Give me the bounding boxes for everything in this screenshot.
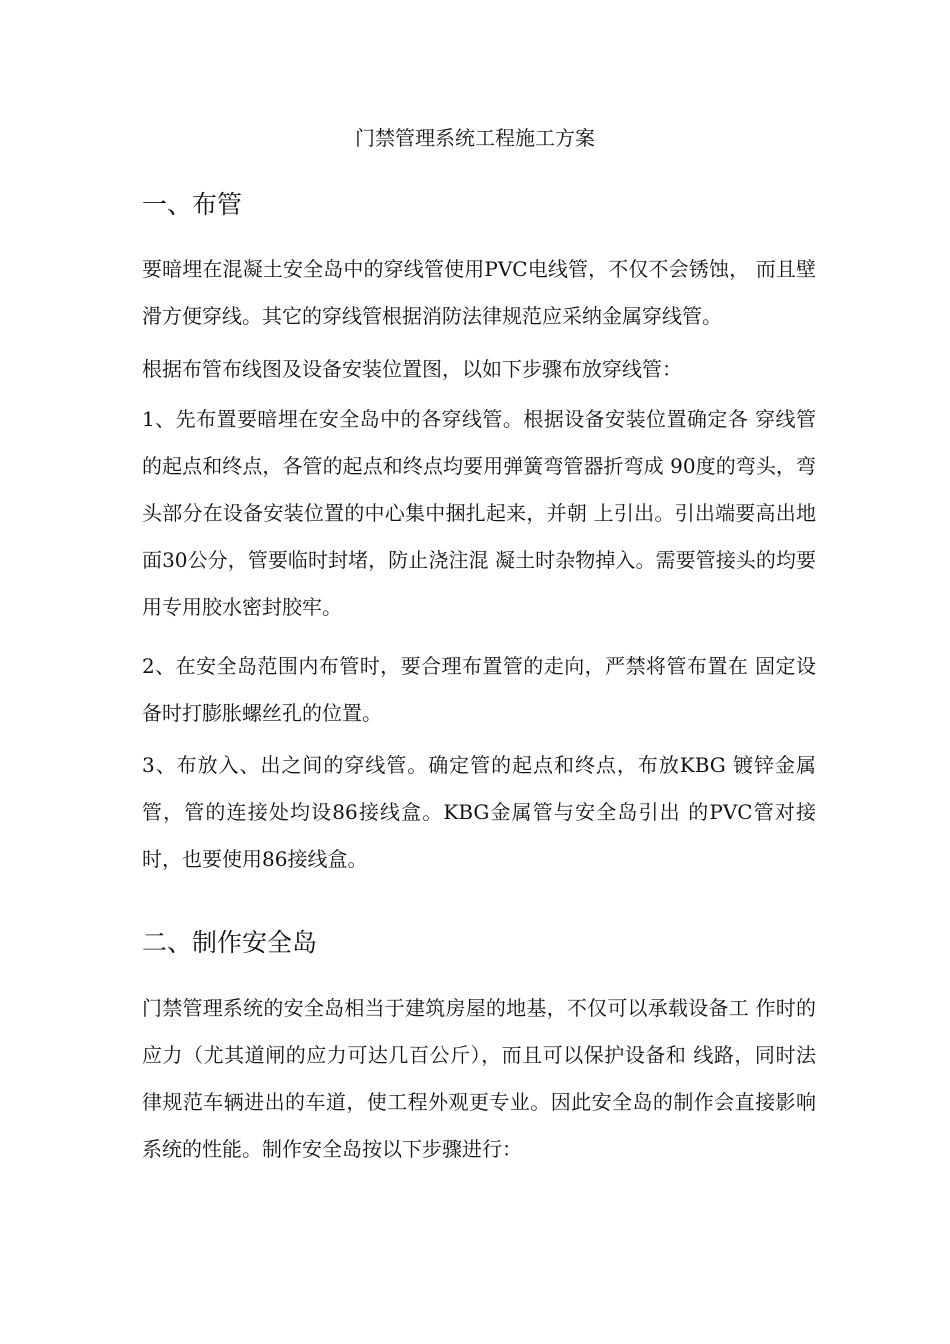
section-heading-piping: 一、布管 bbox=[142, 190, 243, 219]
paragraph-piping-step-3: 3、布放入、出之间的穿线管。确定管的起点和终点，布放KBG 镀锌金属管，管的连接处均设86接线盒。KBG金属管与安全岛引出 的PVC管对接时，也要使用86接线盒。 bbox=[142, 753, 816, 871]
paragraph-piping-step-1: 1、先布置要暗埋在安全岛中的各穿线管。根据设备安装位置确定各 穿线管的起点和终点，各管的起点和终点均要用弹簧弯管器折弯成 90度的弯头，弯头部分在设备安装位置的中心集中捆扎起来，并朝 上引出。引出端要高出地面30公分，管要临时封堵，防止浇注混 凝土时杂物掉入。需要管接头的均要用专用胶水密封胶牢。 bbox=[142, 407, 816, 619]
paragraph-pvc-conduit: 要暗埋在混凝土安全岛中的穿线管使用PVC电线管，不仅不会锈蚀， 而且壁滑方便穿线。其它的穿线管根据消防法律规范应采纳金属穿线管。 bbox=[142, 257, 816, 328]
section-heading-safety-island: 二、制作安全岛 bbox=[142, 928, 318, 957]
paragraph-safety-island-intro: 门禁管理系统的安全岛相当于建筑房屋的地基，不仅可以承载设备工 作时的应力（尤其道闸的应力可达几百公斤），而且可以保护设备和 线路，同时法律规范车辆进出的车道，使工程外观更专业。因此安全岛的制作会直接影响系统的性能。制作安全岛按以下步骤进行： bbox=[142, 996, 816, 1161]
document-title: 门禁管理系统工程施工方案 bbox=[355, 126, 595, 150]
paragraph-piping-step-2: 2、在安全岛范围内布管时，要合理布置管的走向，严禁将管布置在 固定设备时打膨胀螺丝孔的位置。 bbox=[142, 654, 816, 725]
paragraph-piping-steps-intro: 根据布管布线图及设备安装位置图，以如下步骤布放穿线管： bbox=[142, 357, 682, 381]
